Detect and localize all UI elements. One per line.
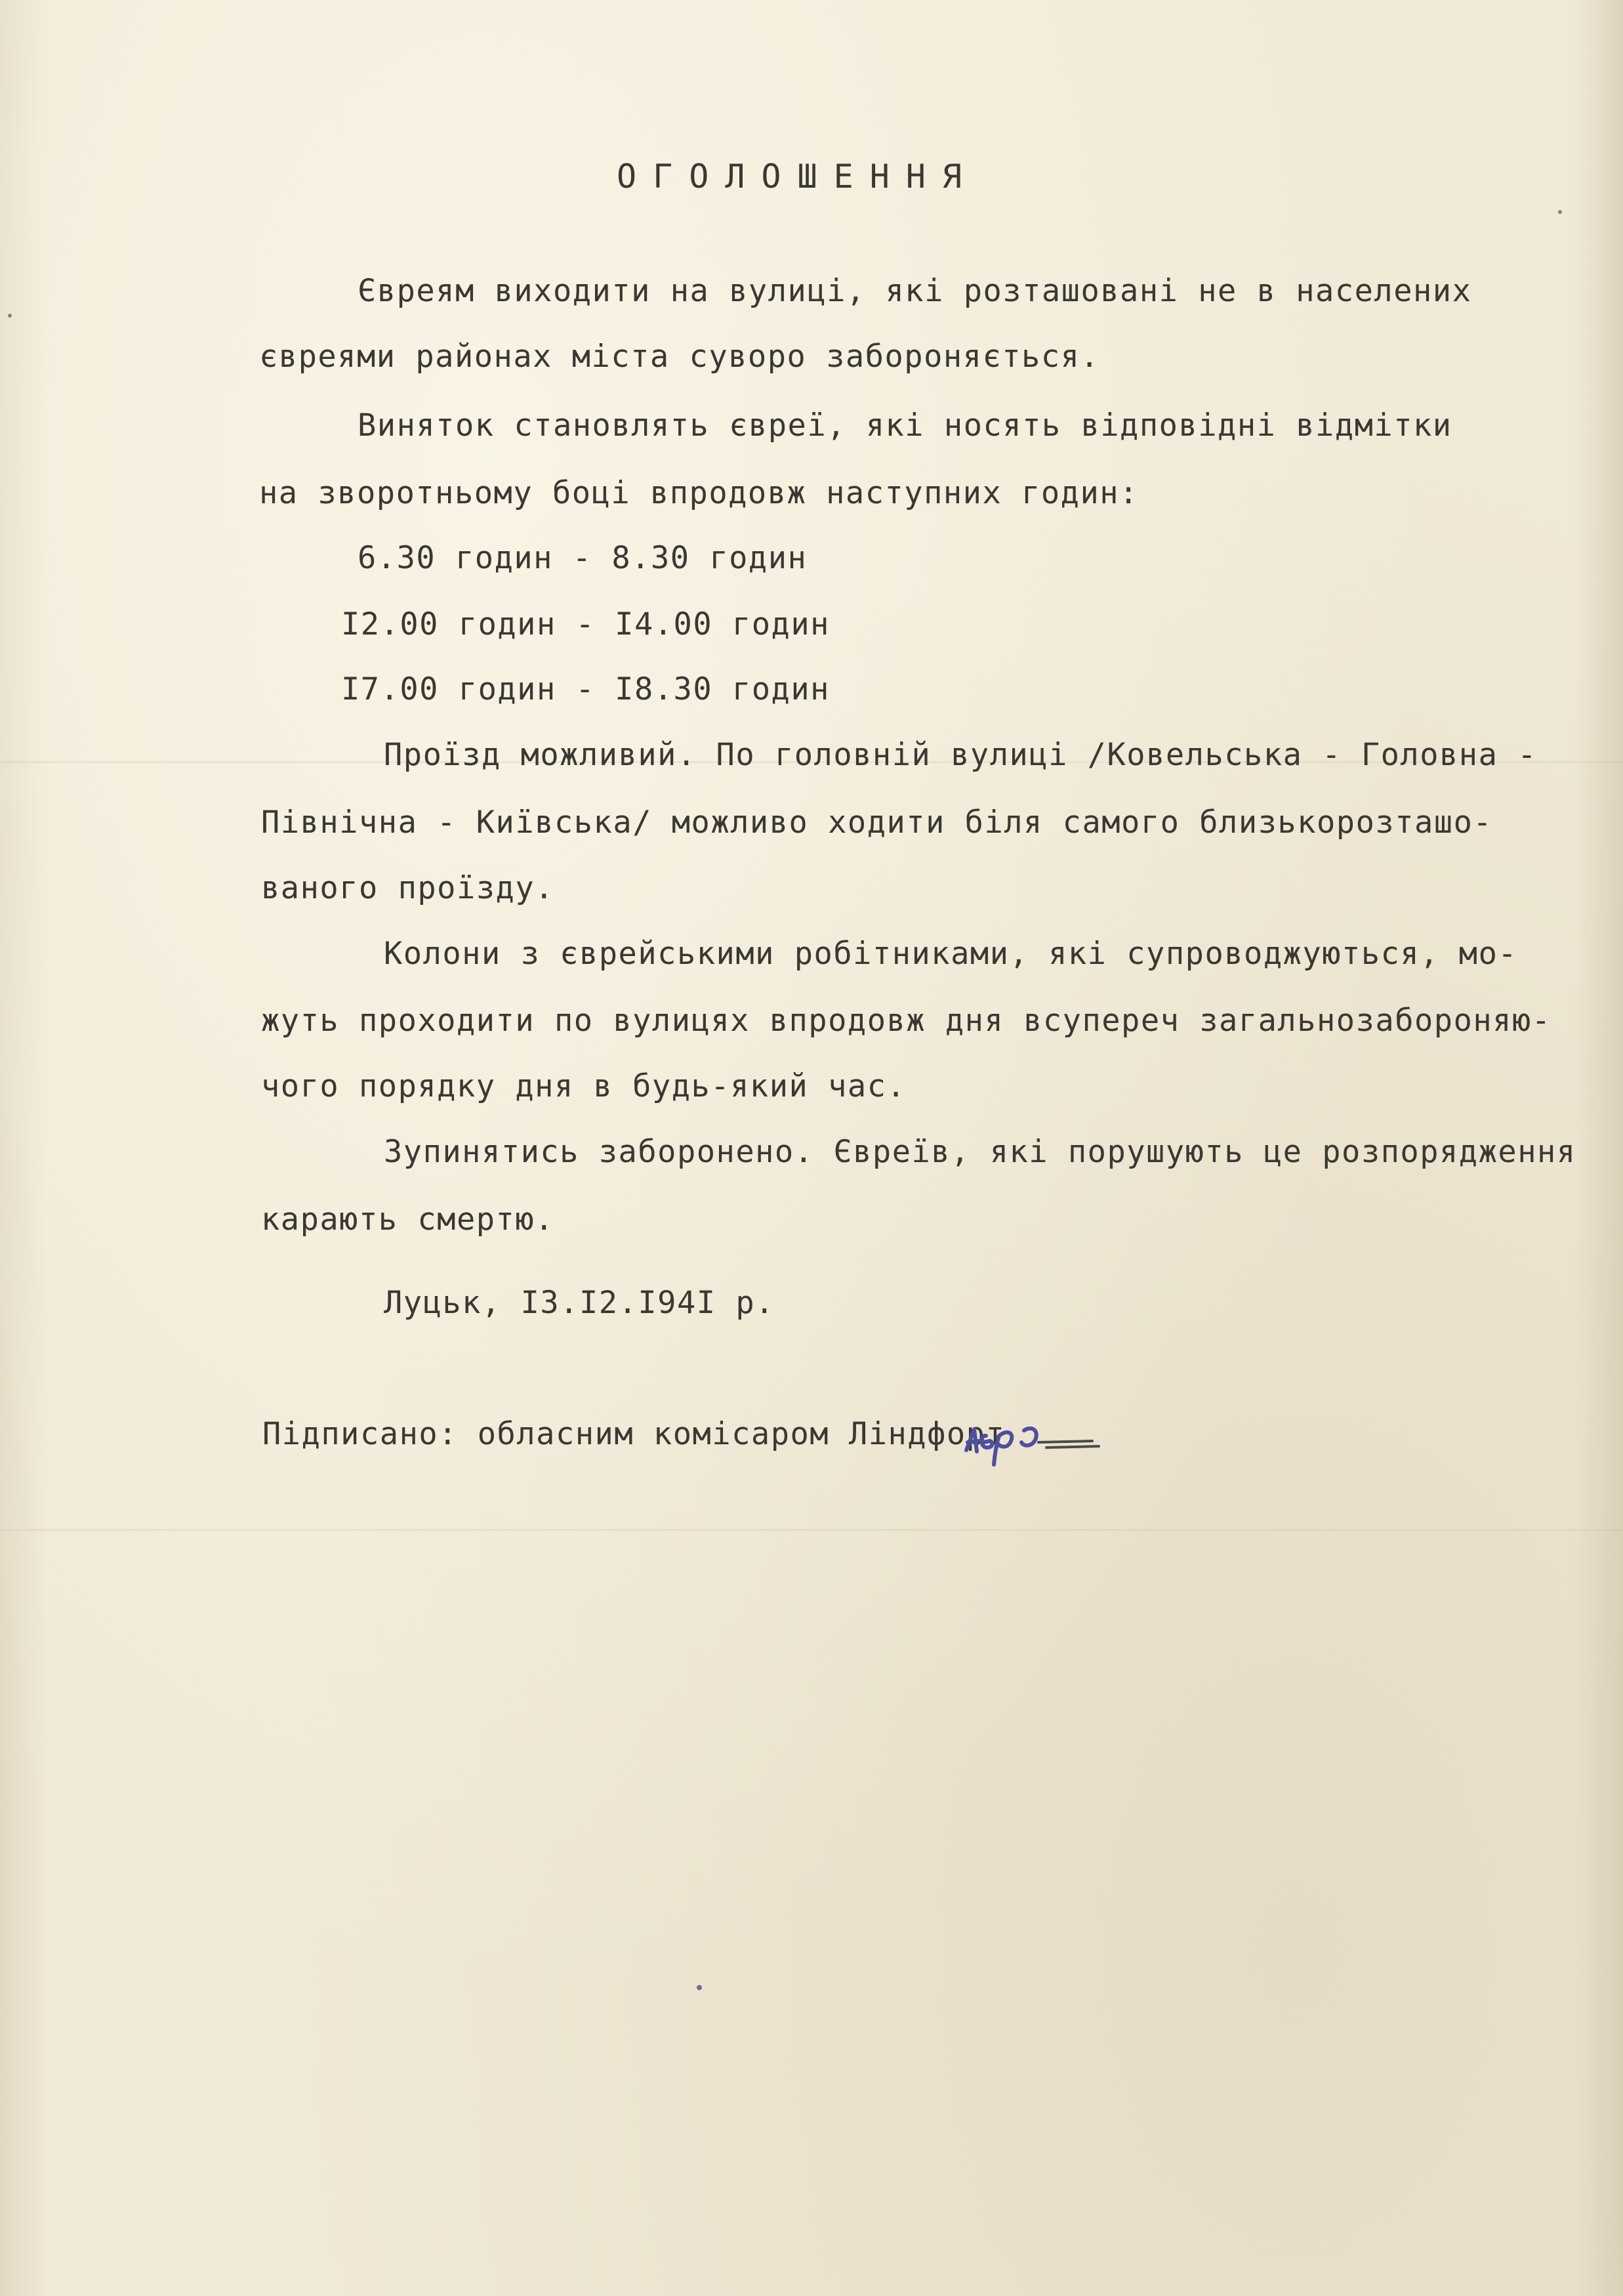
ink-speck bbox=[1558, 210, 1562, 214]
text-line: на зворотньому боці впродовж наступних годин: bbox=[259, 475, 1139, 511]
time-range-line: I2.00 годин - I4.00 годин bbox=[341, 606, 830, 642]
text-line: Зупинятись заборонено. Євреїв, які порушують це розпорядження bbox=[384, 1134, 1576, 1170]
place-date-line: Луцьк, I3.I2.I94I р. bbox=[384, 1285, 775, 1321]
text-line: чого порядку дня в будь-який час. bbox=[261, 1068, 907, 1104]
text-line: Північна - Київська/ можливо ходити біля самого близькорозташо- bbox=[261, 804, 1493, 841]
text-line: ваного проїзду. bbox=[261, 870, 554, 906]
text-line: Колони з єврейськими робітниками, які супроводжуються, мо- bbox=[384, 936, 1518, 972]
text-line: євреями районах міста суворо забороняється. bbox=[259, 339, 1100, 375]
paper-fold-line bbox=[0, 1529, 1623, 1531]
text-line: Проїзд можливий. По головній вулиці /Ковельська - Головна - bbox=[384, 737, 1537, 773]
ink-speck bbox=[8, 314, 12, 318]
signed-by-line: Підписано: обласним комісаром Ліндфорт bbox=[262, 1416, 1006, 1452]
ink-speck bbox=[697, 1985, 702, 1990]
document-title: ОГОЛОШЕННЯ bbox=[617, 157, 979, 196]
text-line: жуть проходити по вулицях впродовж дня всупереч загальнозабороняю- bbox=[261, 1003, 1551, 1039]
text-line: карають смертю. bbox=[261, 1201, 554, 1238]
handwritten-correction-icon bbox=[961, 1404, 1112, 1476]
time-range-line: 6.30 годин - 8.30 годин bbox=[358, 540, 808, 576]
time-range-line: I7.00 годин - I8.30 годин bbox=[341, 671, 830, 707]
text-line: Євреям виходити на вулиці, які розташовані не в населених bbox=[358, 273, 1472, 309]
text-line: Виняток становлять євреї, які носять відповідні відмітки bbox=[358, 407, 1452, 444]
